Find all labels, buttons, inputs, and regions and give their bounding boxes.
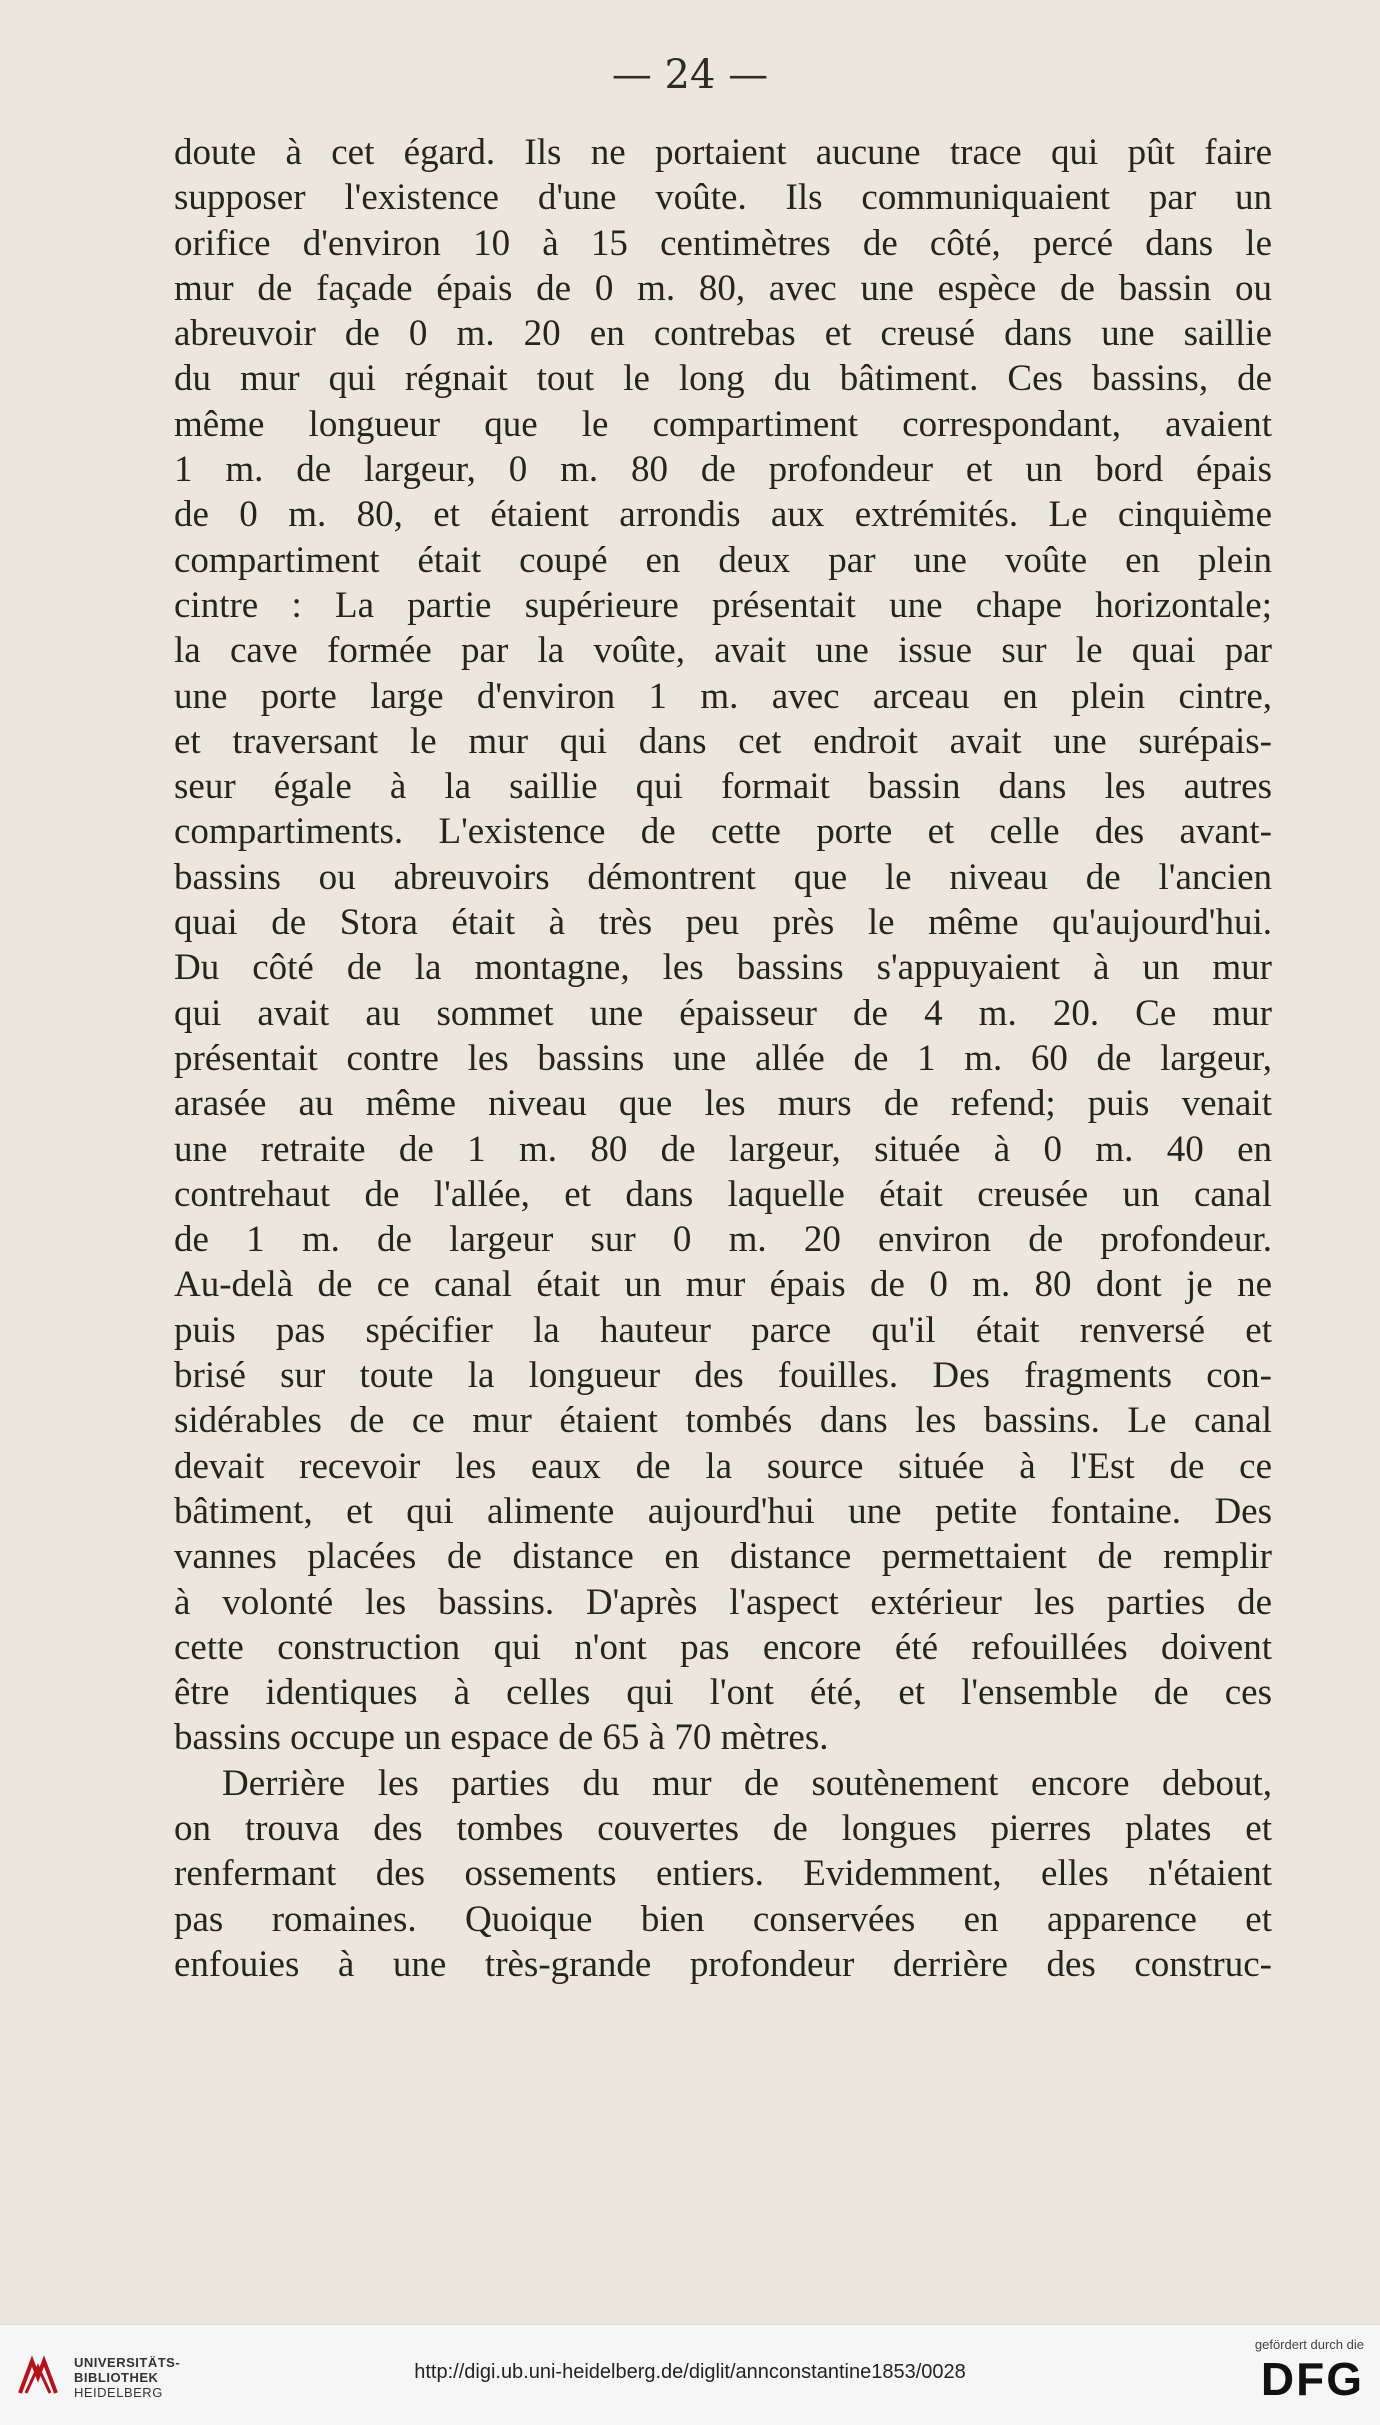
funder-label: gefördert durch die xyxy=(1254,2337,1364,2352)
text-line: sidérables de ce mur étaient tombés dans les bassins. Le canal xyxy=(174,1400,1272,1442)
dfg-logo: DFG xyxy=(1260,2353,1364,2405)
library-name-line-1: UNIVERSITÄTS- xyxy=(74,2355,181,2370)
text-line: on trouva des tombes couvertes de longues pierres plates et xyxy=(174,1807,1272,1849)
text-line: vannes placées de distance en distance permettaient de remplir xyxy=(174,1536,1272,1578)
text-line: même longueur que le compartiment correspondant, avaient xyxy=(174,403,1272,445)
text-line: mur de façade épais de 0 m. 80, avec une espèce de bassin ou xyxy=(174,267,1272,309)
text-line: puis pas spécifier la hauteur parce qu'il était renversé et xyxy=(174,1309,1272,1351)
text-line: 1 m. de largeur, 0 m. 80 de profondeur et un bord épais xyxy=(174,449,1272,491)
text-line: de 0 m. 80, et étaient arrondis aux extrémités. Le cinquième xyxy=(174,494,1272,536)
permalink-url[interactable]: http://digi.ub.uni-heidelberg.de/diglit/annconstantine1853/0028 xyxy=(414,2361,966,2383)
text-line: brisé sur toute la longueur des fouilles. Des fragments con- xyxy=(174,1355,1272,1397)
text-line: contrehaut de l'allée, et dans laquelle était creusée un canal xyxy=(174,1173,1272,1215)
text-line: Du côté de la montagne, les bassins s'appuyaient à un mur xyxy=(174,947,1272,989)
text-line: de 1 m. de largeur sur 0 m. 20 environ de profondeur. xyxy=(174,1219,1272,1261)
text-line: bassins occupe un espace de 65 à 70 mètres. xyxy=(174,1717,829,1759)
text-line: être identiques à celles qui l'ont été, et l'ensemble de ces xyxy=(174,1672,1272,1714)
text-line: bâtiment, et qui alimente aujourd'hui une petite fontaine. Des xyxy=(174,1490,1272,1532)
text-line: renfermant des ossements entiers. Evidemment, elles n'étaient xyxy=(174,1853,1272,1895)
text-line: Derrière les parties du mur de soutènement encore debout, xyxy=(222,1762,1272,1804)
text-line: pas romaines. Quoique bien conservées en apparence et xyxy=(174,1898,1272,1940)
text-line: une retraite de 1 m. 80 de largeur, située à 0 m. 40 en xyxy=(174,1128,1272,1170)
text-line: présentait contre les bassins une allée de 1 m. 60 de largeur, xyxy=(174,1037,1272,1079)
body-text xyxy=(174,130,1272,1987)
text-line: quai de Stora était à très peu près le même qu'aujourd'hui. xyxy=(174,902,1272,944)
text-line: bassins ou abreuvoirs démontrent que le niveau de l'ancien xyxy=(174,856,1272,898)
text-line: à volonté les bassins. D'après l'aspect extérieur les parties de xyxy=(174,1581,1272,1623)
text-line: seur égale à la saillie qui formait bassin dans les autres xyxy=(174,766,1272,808)
text-line: qui avait au sommet une épaisseur de 4 m. 20. Ce mur xyxy=(174,992,1272,1034)
text-line: enfouies à une très-grande profondeur derrière des construc- xyxy=(174,1943,1272,1985)
text-line: et traversant le mur qui dans cet endroit avait une surépais- xyxy=(174,720,1272,762)
text-line: abreuvoir de 0 m. 20 en contrebas et creusé dans une saillie xyxy=(174,313,1272,355)
text-line: orifice d'environ 10 à 15 centimètres de côté, percé dans le xyxy=(174,222,1272,264)
text-line: compartiments. L'existence de cette porte et celle des avant- xyxy=(174,811,1272,853)
library-name-line-3: HEIDELBERG xyxy=(74,2385,163,2400)
text-line: cintre : La partie supérieure présentait une chape horizontale; xyxy=(174,584,1272,626)
text-line: compartiment était coupé en deux par une voûte en plein xyxy=(174,539,1272,581)
text-line: cette construction qui n'ont pas encore été refouillées doivent xyxy=(174,1626,1272,1668)
text-line: arasée au même niveau que les murs de refend; puis venait xyxy=(174,1083,1272,1125)
text-line: Au-delà de ce canal était un mur épais de 0 m. 80 dont je ne xyxy=(174,1264,1272,1306)
text-line: du mur qui régnait tout le long du bâtiment. Ces bassins, de xyxy=(174,358,1272,400)
text-line: la cave formée par la voûte, avait une issue sur le quai par xyxy=(174,630,1272,672)
viewer-footer xyxy=(0,2324,1380,2425)
page-number-header: — 24 — xyxy=(611,52,769,98)
text-line: une porte large d'environ 1 m. avec arceau en plein cintre, xyxy=(174,675,1272,717)
text-line: devait recevoir les eaux de la source située à l'Est de ce xyxy=(174,1445,1272,1487)
library-name-line-2: BIBLIOTHEK xyxy=(74,2370,159,2385)
text-line: doute à cet égard. Ils ne portaient aucune trace qui pût faire xyxy=(174,132,1272,173)
funder-block xyxy=(1255,2337,1364,2406)
text-line: supposer l'existence d'une voûte. Ils communiquaient par un xyxy=(174,177,1272,219)
